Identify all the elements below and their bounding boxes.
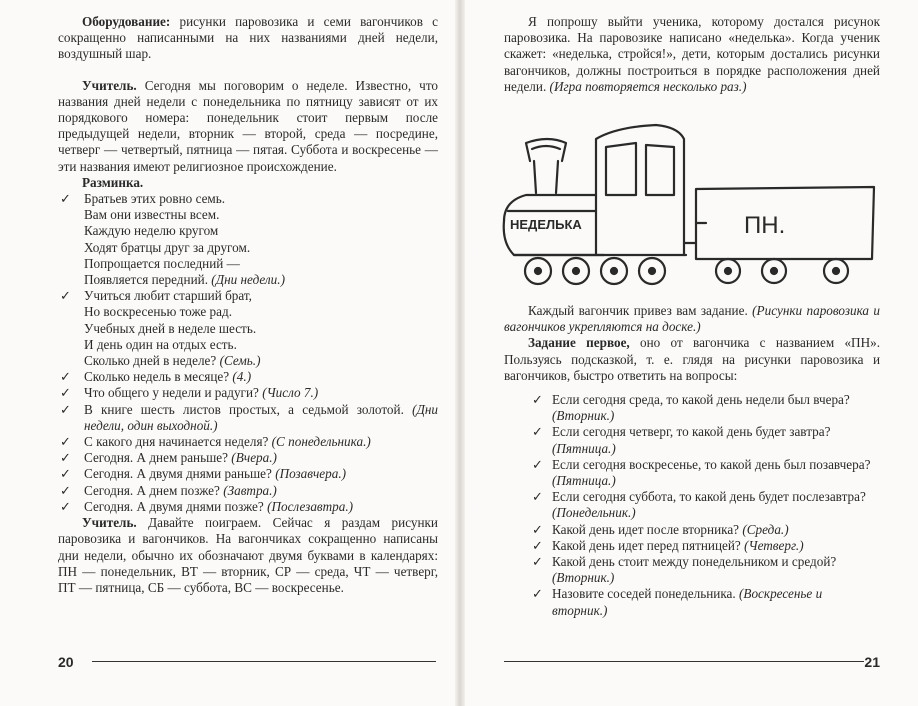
- question-answer: (Вторник.): [552, 570, 615, 586]
- question-text: Какой день стоит между понедельником и средой?: [552, 554, 837, 570]
- checkmark-icon: ✓: [532, 586, 543, 602]
- locomotive-wheels: [525, 258, 665, 284]
- task-paragraph: [504, 303, 880, 335]
- question-text: В книге шесть листов простых, а седьмой золотой.: [84, 401, 404, 417]
- task-text: Каждый вагончик привез вам задание.: [528, 303, 748, 319]
- first-task-text: оно от вагончика с названием «ПН». Пользуясь подсказкой, т. е. глядя на рисунки паровозика и вагончиков, быстро ответить на вопросы:: [504, 335, 880, 383]
- question-text: Сегодня. А днем раньше?: [84, 450, 228, 466]
- checkmark-icon: ✓: [532, 456, 543, 472]
- checkmark-icon: ✓: [60, 191, 71, 207]
- wagon-wheels: [716, 259, 848, 283]
- teacher-text-1: Сегодня мы поговорим о неделе. Известно, что названия дней недели с понедельника по пятницу зависят от их порядкового номера: понедельник стоит первым после предыдущей недели, вторник — второй, среда — посредине, четверг — четвертый, пятница — пятая. Суббота и воскресенье — эти названия имеют религиозное происхождение.: [58, 77, 438, 174]
- equipment-label: Оборудование:: [82, 14, 171, 29]
- question-item: [58, 402, 438, 434]
- riddle-2-body: [58, 304, 438, 369]
- question-item: [530, 554, 880, 586]
- question-text: Если сегодня четверг, то какой день будет завтра?: [552, 424, 831, 440]
- checkmark-icon: ✓: [60, 385, 71, 401]
- riddle-line: Но воскресенью тоже рад.: [84, 304, 232, 320]
- question-answer: (Послезавтра.): [267, 498, 354, 514]
- teacher-label: Учитель.: [82, 515, 137, 531]
- question-answer: (Дни недели, один выходной.): [84, 401, 438, 433]
- right-page: [460, 0, 918, 706]
- riddle-1: [58, 191, 438, 207]
- checkmark-icon: ✓: [60, 401, 71, 417]
- checkmark-icon: ✓: [60, 466, 71, 482]
- question-item: [530, 538, 880, 554]
- riddle-last-line: Сколько дней в неделе?: [84, 353, 217, 369]
- teacher-label: Учитель.: [82, 77, 137, 93]
- question-item: [58, 483, 438, 499]
- intro-text: Я попрошу выйти ученика, которому достался рисунок паровозика. На паровозике написано «неделька». Когда ученик скажет: «неделька, стройся!», дети, которым достались рисунки вагончиков, должны построиться в порядке расположения дней недели.: [504, 14, 880, 94]
- first-task-paragraph: [504, 335, 880, 384]
- question-answer: (Число 7.): [262, 385, 319, 401]
- intro-paragraph: [504, 14, 880, 95]
- riddle-answer: (Семь.): [219, 353, 261, 369]
- chimney-stack: [534, 161, 558, 193]
- checkmark-icon: ✓: [60, 288, 71, 304]
- question-answer: (С понедельника.): [271, 434, 371, 450]
- checkmark-icon: ✓: [60, 450, 71, 466]
- footer-rule-left: [92, 661, 436, 662]
- locomotive-cab: [596, 125, 684, 255]
- teacher-paragraph-2: [58, 515, 438, 596]
- question-item: [58, 369, 438, 385]
- question-text: Сегодня. А двумя днями позже?: [84, 498, 264, 514]
- riddle-line: Вам они известны всем.: [84, 207, 220, 223]
- teacher-text-2: Давайте поиграем. Сейчас я раздам рисунки паровозика и вагончиков. На вагончиках сокращенно написаны дни недели, обычно их обозначают двумя буквами в календарях: ПН — понедельник, ВТ — вторник, СР — среда, ЧТ — четверг, ПТ — пятница, СБ — суббота, ВС — воскресенье.: [58, 515, 438, 595]
- equipment-text: рисунки паровозика и семи вагончиков с сокращенно написанными на них названиями дней недели, воздушный шар.: [58, 14, 438, 62]
- checkmark-icon: ✓: [60, 498, 71, 514]
- task-note: (Рисунки паровозика и вагончиков укрепляются на доске.): [504, 303, 881, 335]
- question-answer: (Среда.): [742, 521, 789, 537]
- question-answer: (Вчера.): [231, 450, 277, 466]
- question-text: Сегодня. А двумя днями раньше?: [84, 466, 272, 482]
- checkmark-icon: ✓: [532, 537, 543, 553]
- question-answer: (Позавчера.): [275, 466, 347, 482]
- question-text: Назовите соседей понедельника.: [552, 586, 736, 602]
- riddle-list-2: [58, 288, 438, 304]
- checkmark-icon: ✓: [60, 369, 71, 385]
- question-item: [58, 450, 438, 466]
- first-task-questions: [530, 392, 880, 619]
- question-answer: (Понедельник.): [552, 505, 636, 521]
- question-text: Если сегодня среда, то какой день недели был вчера?: [552, 392, 850, 408]
- question-item: [530, 424, 880, 456]
- question-answer: (Вторник.): [552, 408, 615, 424]
- warmup-heading: Разминка.: [82, 174, 144, 190]
- riddle-line: Попрощается последний —: [84, 255, 240, 271]
- riddle-answer: (Дни недели.): [211, 272, 285, 288]
- question-text: Сегодня. А днем позже?: [84, 482, 220, 498]
- riddle-line: Братьев этих ровно семь.: [84, 191, 226, 207]
- question-text: Если сегодня воскресенье, то какой день был позавчера?: [552, 456, 871, 472]
- riddle-line: [84, 272, 438, 288]
- question-item: [530, 489, 880, 521]
- equipment-paragraph: [58, 14, 438, 63]
- question-item: [58, 466, 438, 482]
- checkmark-icon: ✓: [532, 424, 543, 440]
- first-task-label: Задание первое,: [528, 335, 630, 351]
- checkmark-icon: ✓: [532, 521, 543, 537]
- question-answer: (Пятница.): [552, 440, 616, 456]
- question-answer: (Воскресенье и вторник.): [552, 586, 823, 618]
- riddle-line: Учебных дней в неделе шесть.: [84, 320, 257, 336]
- question-answer: (4.): [232, 369, 252, 385]
- question-item: [58, 499, 438, 515]
- warmup-questions: [58, 369, 438, 515]
- checkmark-icon: ✓: [532, 554, 543, 570]
- teacher-paragraph-1: [58, 78, 438, 175]
- checkmark-icon: ✓: [532, 489, 543, 505]
- checkmark-icon: ✓: [532, 392, 543, 408]
- riddle-line: [84, 353, 438, 369]
- riddle-line: Учиться любит старший брат,: [84, 288, 252, 304]
- intro-note: (Игра повторяется несколько раз.): [549, 78, 747, 94]
- riddle-line: Ходят братцы друг за другом.: [84, 239, 251, 255]
- wagon-label: ПН.: [744, 212, 786, 240]
- question-item: [530, 586, 880, 618]
- question-text: С какого дня начинается неделя?: [84, 434, 269, 450]
- riddle-1-body: [58, 207, 438, 288]
- riddle-2: [58, 288, 438, 304]
- question-item: [530, 457, 880, 489]
- riddle-list-1: [58, 191, 438, 207]
- checkmark-icon: ✓: [60, 482, 71, 498]
- question-answer: (Четверг.): [744, 537, 804, 553]
- train-illustration: [496, 103, 880, 293]
- riddle-line: И день один на отдых есть.: [84, 336, 237, 352]
- checkmark-icon: ✓: [60, 434, 71, 450]
- locomotive-label: НЕДЕЛЬКА: [510, 217, 582, 233]
- train-drawing: [496, 103, 886, 293]
- question-text: Какой день идет перед пятницей?: [552, 537, 741, 553]
- riddle-line: Каждую неделю кругом: [84, 223, 219, 239]
- question-item: [530, 522, 880, 538]
- footer-rule-right: [504, 661, 864, 662]
- question-answer: (Завтра.): [223, 482, 277, 498]
- riddle-last-line: Появляется передний.: [84, 272, 208, 288]
- question-item: [58, 434, 438, 450]
- question-text: Сколько недель в месяце?: [84, 369, 230, 385]
- question-item: [530, 392, 880, 424]
- question-item: [58, 385, 438, 401]
- question-text: Что общего у недели и радуги?: [84, 385, 259, 401]
- page-number-left: 20: [58, 654, 74, 670]
- page-number-right: 21: [864, 654, 880, 670]
- question-answer: (Пятница.): [552, 473, 616, 489]
- question-text: Какой день идет после вторника?: [552, 521, 740, 537]
- question-text: Если сегодня суббота, то какой день будет послезавтра?: [552, 489, 866, 505]
